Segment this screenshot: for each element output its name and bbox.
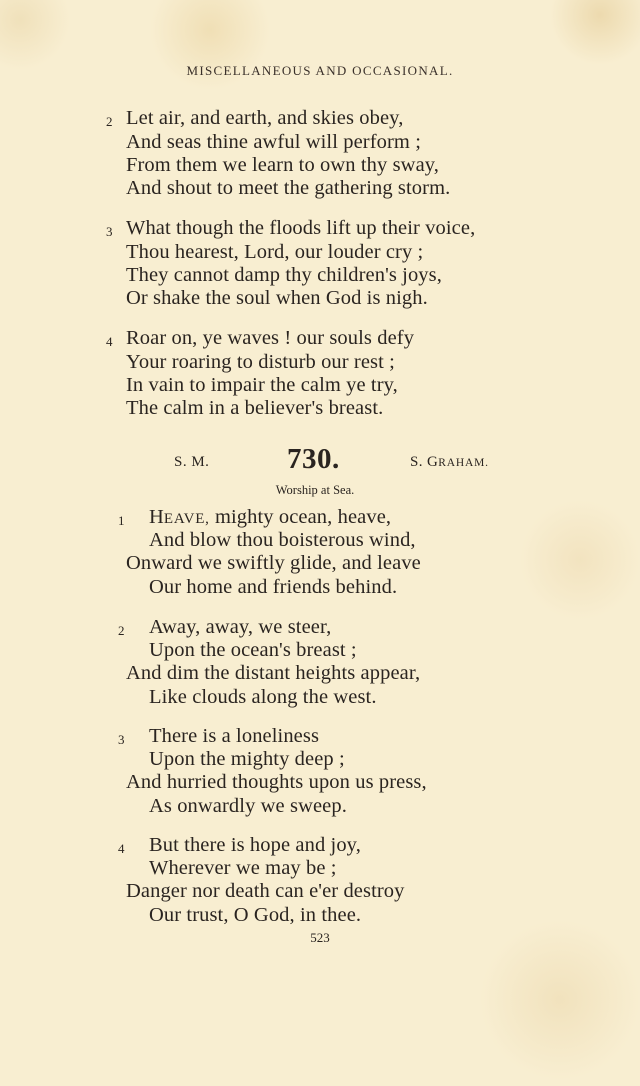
verse-line: Or shake the soul when God is nigh.: [126, 287, 428, 309]
verse-line: From them we learn to own thy sway,: [126, 154, 440, 176]
verse-line: Away, away, we steer,: [149, 616, 332, 638]
verse-line: And seas thine awful will perform ;: [126, 131, 421, 153]
hymn-number: 730.: [287, 443, 340, 475]
verse-line: Roar on, ye waves ! our souls defy: [126, 327, 415, 349]
verse-line: Danger nor death can e'er destroy: [126, 880, 405, 902]
stanza-number: 3: [106, 224, 113, 239]
verse-line: And dim the distant heights appear,: [126, 662, 421, 684]
subtitle-text: Worship at Sea.: [275, 483, 355, 497]
author-initial: S. G: [410, 454, 439, 470]
verse-line: Thou hearest, Lord, our louder cry ;: [126, 241, 424, 263]
first-word-rest: EAVE,: [163, 511, 210, 527]
verse-line: In vain to impair the calm ye try,: [126, 374, 398, 396]
verse-line: And blow thou boisterous wind,: [149, 529, 416, 551]
verse-line: Your roaring to disturb our rest ;: [126, 351, 395, 373]
hymn-meter: S. M.: [174, 454, 210, 470]
stanza-number: 1: [118, 513, 125, 528]
stanza-number: 3: [118, 732, 125, 747]
verse-line: Upon the mighty deep ;: [149, 748, 345, 770]
verse-line: [149, 506, 391, 531]
verse-line: The calm in a believer's breast.: [126, 397, 384, 419]
verse-line: And shout to meet the gathering storm.: [126, 177, 451, 199]
verse-line: And hurried thoughts upon us press,: [126, 771, 427, 793]
stanza-number: 4: [118, 841, 125, 856]
verse-line: What though the floods lift up their voice,: [126, 217, 476, 239]
first-line-rest: mighty ocean, heave,: [209, 506, 392, 528]
hymn-author: [410, 454, 489, 471]
verse-line: There is a loneliness: [149, 725, 320, 747]
verse-line: Onward we swiftly glide, and leave: [126, 552, 421, 574]
running-header: MISCELLANEOUS AND OCCASIONAL.: [186, 63, 454, 78]
verse-line: Wherever we may be ;: [149, 857, 337, 879]
page-number: 523: [310, 930, 330, 945]
stanza-number: 4: [106, 334, 113, 349]
verse-line: But there is hope and joy,: [149, 834, 361, 856]
stanza-number: 2: [118, 623, 125, 638]
verse-line: They cannot damp thy children's joys,: [126, 264, 442, 286]
author-rest: RAHAM.: [438, 457, 489, 469]
verse-line: Like clouds along the west.: [149, 686, 377, 708]
verse-line: Our trust, O God, in thee.: [149, 904, 362, 926]
first-word-initial: H: [149, 506, 164, 528]
verse-line: Let air, and earth, and skies obey,: [126, 107, 404, 129]
stanza-number: 2: [106, 114, 113, 129]
verse-line: Upon the ocean's breast ;: [149, 639, 357, 661]
verse-line: Our home and friends behind.: [149, 576, 398, 598]
verse-line: As onwardly we sweep.: [149, 795, 347, 817]
hymn-subtitle: [0, 483, 640, 498]
